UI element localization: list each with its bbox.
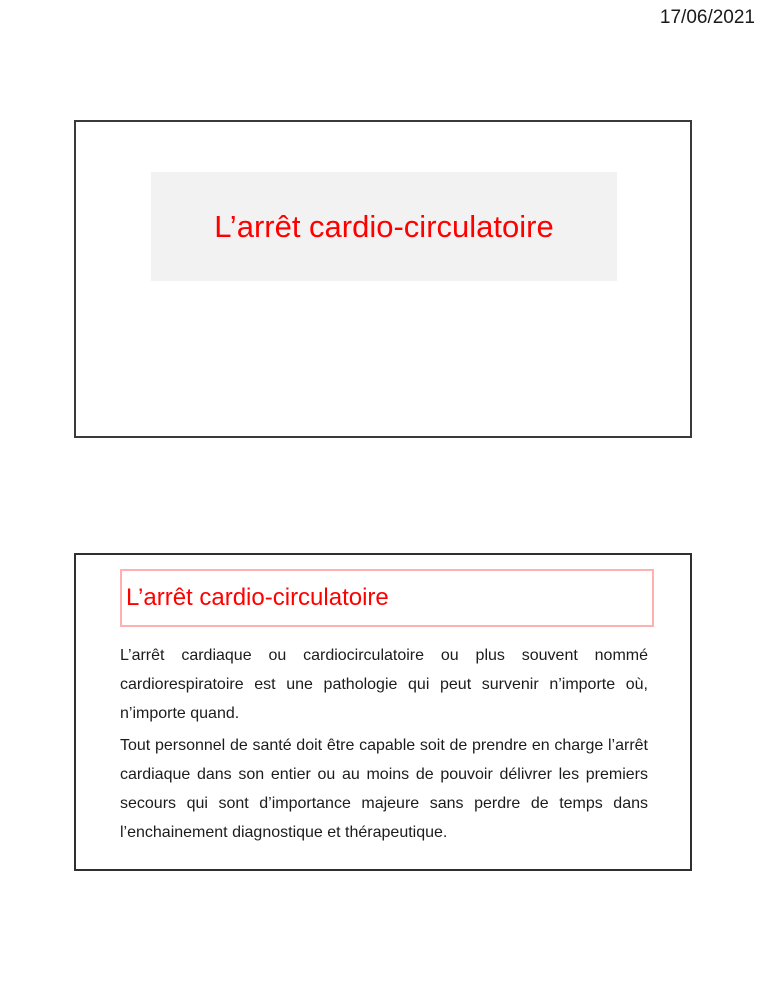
body-paragraph (120, 641, 648, 728)
slide-2-title-box (120, 569, 654, 627)
slide-1-title: L’arrêt cardio-circulatoire (214, 208, 554, 244)
slide-1 (74, 120, 692, 438)
body-line: n’importe quand. (120, 705, 240, 722)
body-line: cardiaque dans son entier ou au moins de pouvoir délivrer les premiers (120, 766, 648, 783)
body-line: l’enchainement diagnostique et thérapeutique. (120, 824, 448, 841)
slide-2-body (120, 641, 648, 850)
body-line: cardiorespiratoire est une pathologie qui peut survenir n’importe où, (120, 676, 648, 693)
body-line: L’arrêt cardiaque ou cardiocirculatoire ou plus souvent nommé (120, 647, 648, 664)
slide-1-title-banner (151, 172, 617, 281)
body-paragraph (120, 731, 648, 847)
body-line: Tout personnel de santé doit être capable soit de prendre en charge l’arrêt (120, 737, 648, 754)
slide-2-title: L’arrêt cardio-circulatoire (126, 584, 389, 611)
body-line: secours qui sont d’importance majeure sans perdre de temps dans (120, 795, 648, 812)
date-stamp: 17/06/2021 (659, 7, 755, 28)
slide-2 (74, 553, 692, 871)
